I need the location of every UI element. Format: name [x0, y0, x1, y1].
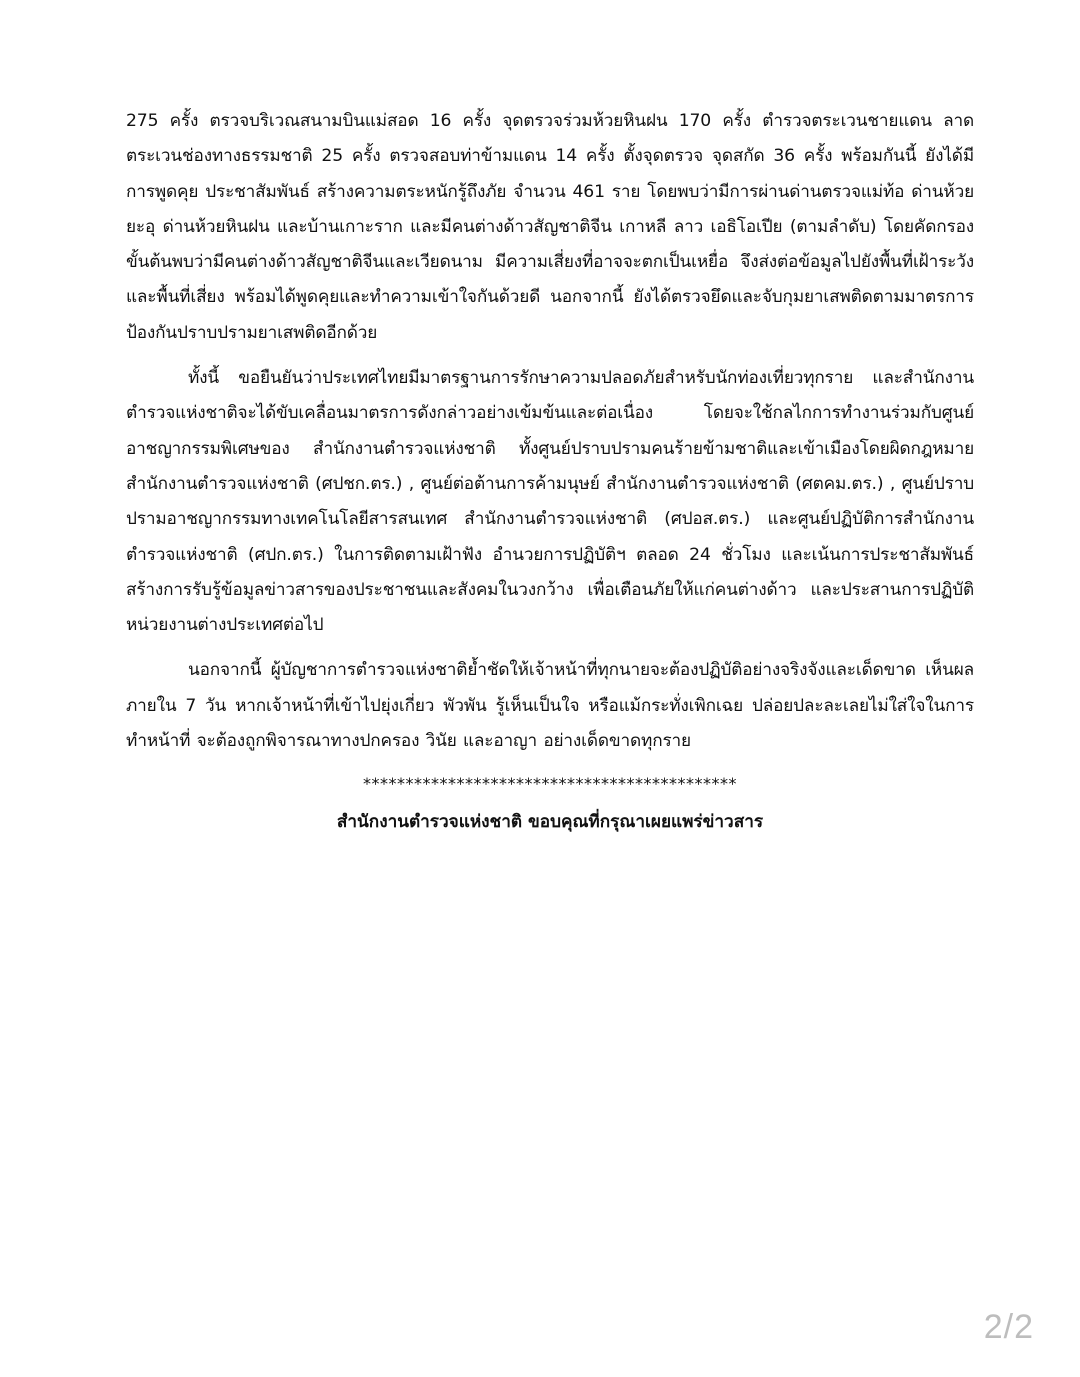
closing-line: สำนักงานตำรวจแห่งชาติ ขอบคุณที่กรุณาเผยแพร่ข่าวสาร [336, 812, 764, 833]
paragraph-2: ทั้งนี้ ขอยืนยันว่าประเทศไทยมีมาตรฐานการรักษาความปลอดภัยสำหรับนักท่องเที่ยวทุกราย และสำนักงานตำรวจแห่งชาติจะได้ขับเคลื่อนมาตรการดังกล่าวอย่างเข้มข้นและต่อเนื่อง โดยจะใช้กลไกการทำงานร่วมกับศูนย์อาชญากรรมพิเศษของ สำนักงานตำรวจแห่งชาติ ทั้งศูนย์ปราบปรามคนร้ายข้ามชาติและเข้าเมืองโดยผิดกฎหมาย สำนักงานตำรวจแห่งชาติ (ศปชก.ตร.) , ศูนย์ต่อต้านการค้ามนุษย์ สำนักงานตำรวจแห่งชาติ (ศตคม.ตร.) , ศูนย์ปราบปรามอาชญากรรมทางเทคโนโลยีสารสนเทศ สำนักงานตำรวจแห่งชาติ (ศปอส.ตร.) และศูนย์ปฏิบัติการสำนักงานตำรวจแห่งชาติ (ศปก.ตร.) ในการติดตามเฝ้าฟัง อำนวยการปฏิบัติฯ ตลอด 24 ชั่วโมง และเน้นการประชาสัมพันธ์สร้างการรับรู้ข้อมูลข่าวสารของประชาชนและสังคมในวงกว้าง เพื่อเตือนภัยให้แก่คนต่างด้าว และประสานการปฏิบัติหน่วยงานต่างประเทศต่อไป [126, 368, 974, 636]
paragraph-3: นอกจากนี้ ผู้บัญชาการตำรวจแห่งชาติย้ำชัดให้เจ้าหน้าที่ทุกนายจะต้องปฏิบัติอย่างจริงจังและเด็ดขาด เห็นผลภายใน 7 วัน หากเจ้าหน้าที่เข้าไปยุ่งเกี่ยว พัวพัน รู้เห็นเป็นใจ หรือแม้กระทั่งเพิกเฉย ปล่อยปละละเลยไม่ใส่ใจในการทำหน้าที่ จะต้องถูกพิจารณาทางปกครอง วินัย และอาญา อย่างเด็ดขาดทุกราย [126, 660, 974, 752]
separator-stars: ******************************************** [363, 774, 737, 794]
paragraph-1: 275 ครั้ง ตรวจบริเวณสนามบินแม่สอด 16 ครั้ง จุดตรวจร่วมห้วยหินฝน 170 ครั้ง ตำรวจตระเวนชายแดน ลาดตระเวนช่องทางธรรมชาติ 25 ครั้ง ตรวจสอบท่าข้ามแดน 14 ครั้ง ตั้งจุดตรวจ จุดสกัด 36 ครั้ง พร้อมกันนี้ ยังได้มีการพูดคุย ประชาสัมพันธ์ สร้างความตระหนักรู้ถึงภัย จำนวน 461 ราย โดยพบว่ามีการผ่านด่านตรวจแม่ท้อ ด่านห้วยยะอุ ด่านห้วยหินฝน และบ้านเกาะราก และมีคนต่างด้าวสัญชาติจีน เกาหลี ลาว เอธิโอเปีย (ตามลำดับ) โดยคัดกรองขั้นต้นพบว่ามีคนต่างด้าวสัญชาติจีนและเวียดนาม มีความเสี่ยงที่อาจจะตกเป็นเหยื่อ จึงส่งต่อข้อมูลไปยังพื้นที่เฝ้าระวังและพื้นที่เสี่ยง พร้อมได้พูดคุยและทำความเข้าใจกันด้วยดี นอกจากนี้ ยังได้ตรวจยึดและจับกุมยาเสพติดตามมาตรการป้องกันปราบปรามยาเสพติดอีกด้วย [126, 111, 974, 343]
page-indicator: 2/2 [983, 1308, 1034, 1346]
document-body [126, 104, 974, 837]
